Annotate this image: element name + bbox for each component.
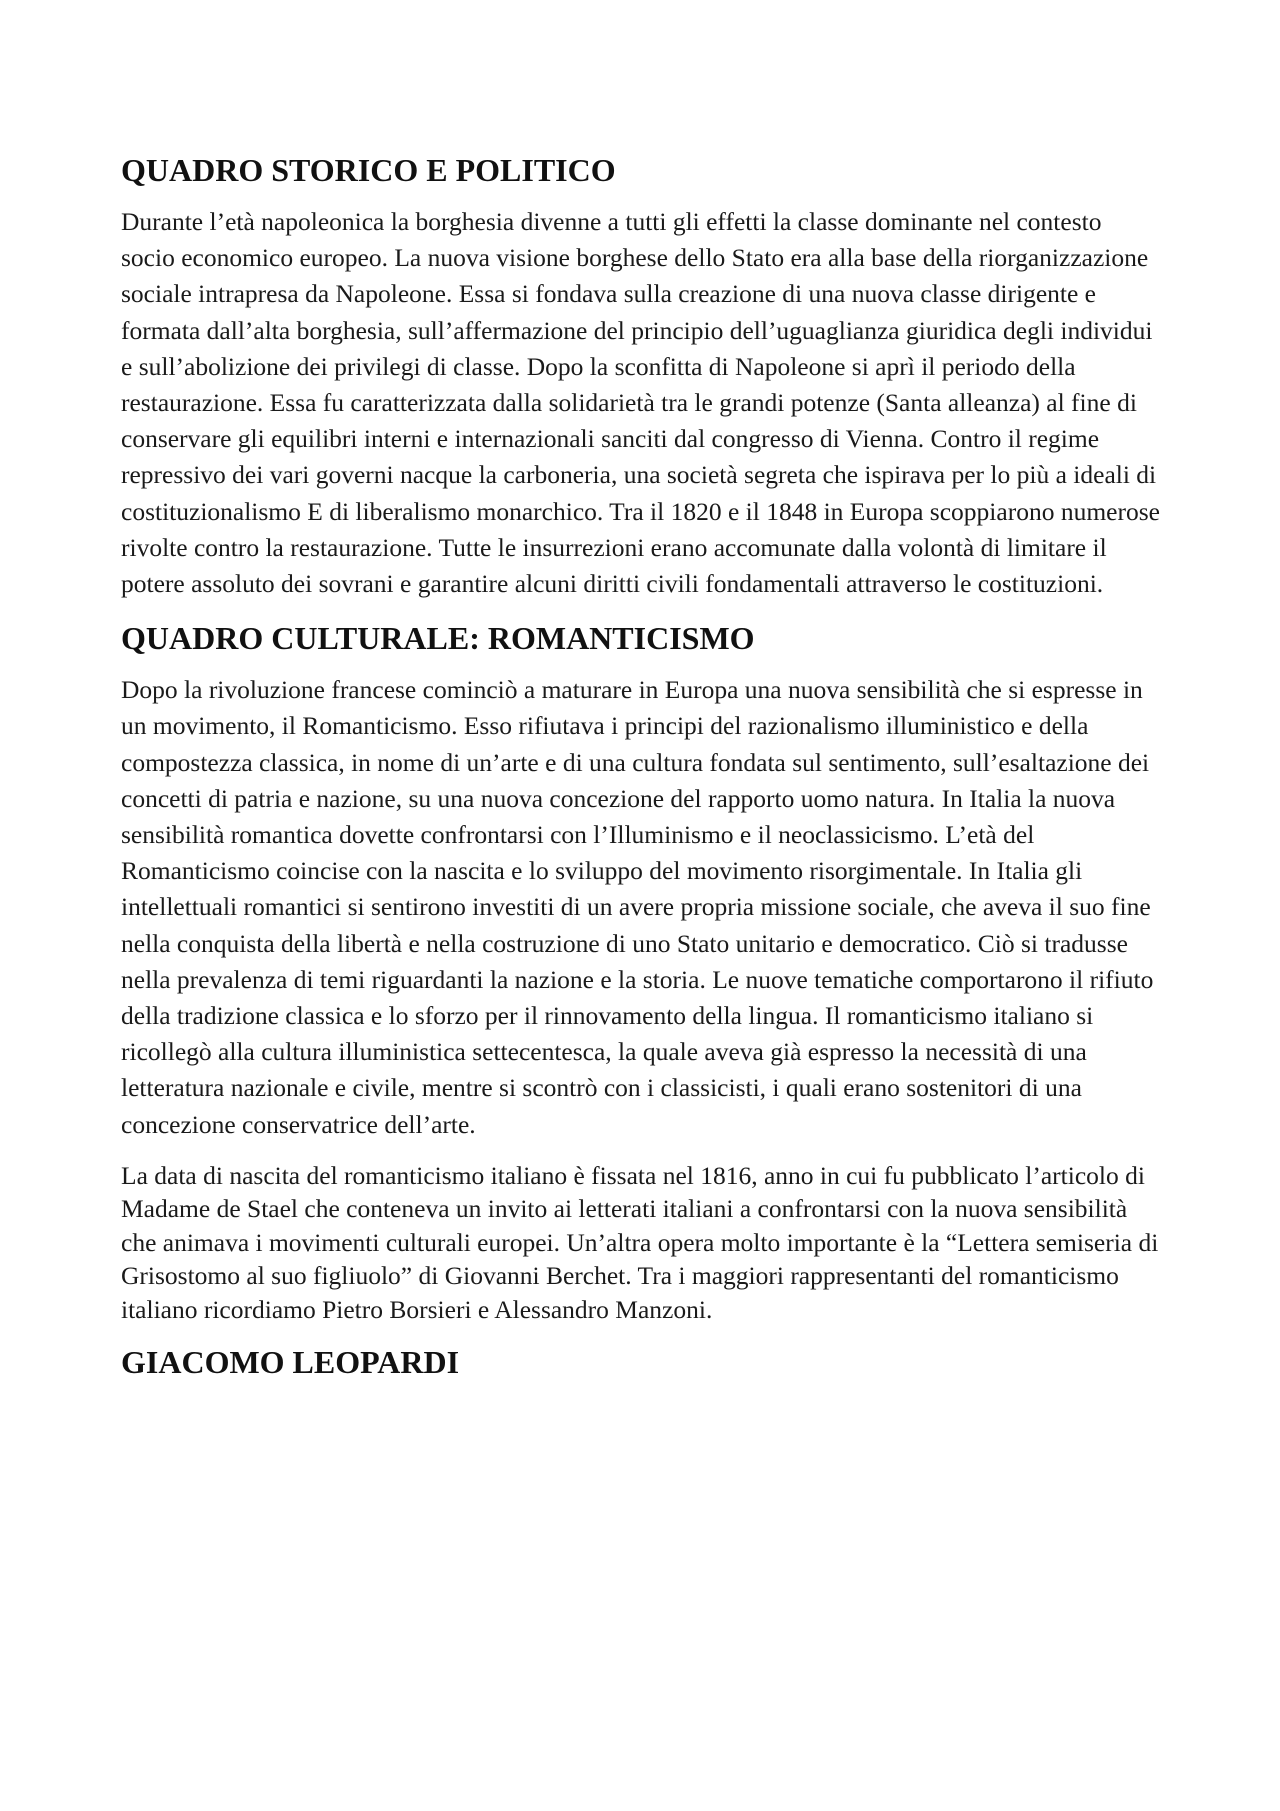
section-giacomo-leopardi	[121, 1342, 1161, 1382]
section-heading: QUADRO CULTURALE: ROMANTICISMO	[121, 620, 755, 657]
section-heading: QUADRO STORICO E POLITICO	[121, 152, 616, 188]
section-heading: GIACOMO LEOPARDI	[121, 1344, 460, 1381]
section-paragraph: Durante l’età napoleonica la borghesia divenne a tutti gli effetti la classe dominante nel contesto socio economico europeo. La nuova visione borghese dello Stato era alla base della riorganizzazione sociale intrapresa da Napoleone. Essa si fondava sulla creazione di una nuova classe dirigente e formata dall’alta borghesia, sull’affermazione del principio dell’uguaglianza giuridica degli individui e sull’abolizione dei privilegi di classe. Dopo la sconfitta di Napoleone si aprì il periodo della restaurazione. Essa fu caratterizzata dalla solidarietà tra le grandi potenze (Santa alleanza) al fine di conservare gli equilibri interni e internazionali sanciti dal congresso di Vienna. Contro il regime repressivo dei vari governi nacque la carboneria, una società segreta che ispirava per lo più a ideali di costituzionalismo E di liberalismo monarchico. Tra il 1820 e il 1848 in Europa scoppiarono numerose rivolte contro la restaurazione. Tutte le insurrezioni erano accomunate dalla volontà di limitare il potere assoluto dei sovrani e garantire alcuni diritti civili fondamentali attraverso le costituzioni.	[121, 207, 1160, 599]
section-quadro-storico	[121, 150, 1161, 602]
section-quadro-culturale	[121, 618, 1161, 1326]
document-body	[121, 150, 1161, 1396]
section-paragraph: Dopo la rivoluzione francese cominciò a maturare in Europa una nuova sensibilità che si espresse in un movimento, il Romanticismo. Esso rifiutava i principi del razionalismo illuministico e della compostezza classica, in nome di un’arte e di una cultura fondata sul sentimento, sull’esaltazione dei concetti di patria e nazione, su una nuova concezione del rapporto uomo natura. In Italia la nuova sensibilità romantica dovette confrontarsi con l’Illuminismo e il neoclassicismo. L’età del Romanticismo coincise con la nascita e lo sviluppo del movimento risorgimentale. In Italia gli intellettuali romantici si sentirono investiti di un avere propria missione sociale, che aveva il suo fine nella conquista della libertà e nella costruzione di uno Stato unitario e democratico. Ciò si tradusse nella prevalenza di temi riguardanti la nazione e la storia. Le nuove tematiche comportarono il rifiuto della tradizione classica e lo sforzo per il rinnovamento della lingua. Il romanticismo italiano si ricollegò alla cultura illuministica settecentesca, la quale aveva già espresso la necessità di una letteratura nazionale e civile, mentre si scontrò con i classicisti, i quali erano sostenitori di una concezione conservatrice dell’arte.	[121, 675, 1154, 1139]
section-paragraph: La data di nascita del romanticismo italiano è fissata nel 1816, anno in cui fu pubblicato l’articolo di Madame de Stael che conteneva un invito ai letterati italiani a confrontarsi con la nuova sensibilità che animava i movimenti culturali europei. Un’altra opera molto importante è la “Lettera semiseria di Grisostomo al suo figliuolo” di Giovanni Berchet. Tra i maggiori rappresentanti del romanticismo italiano ricordiamo Pietro Borsieri e Alessandro Manzoni.	[121, 1160, 1159, 1324]
